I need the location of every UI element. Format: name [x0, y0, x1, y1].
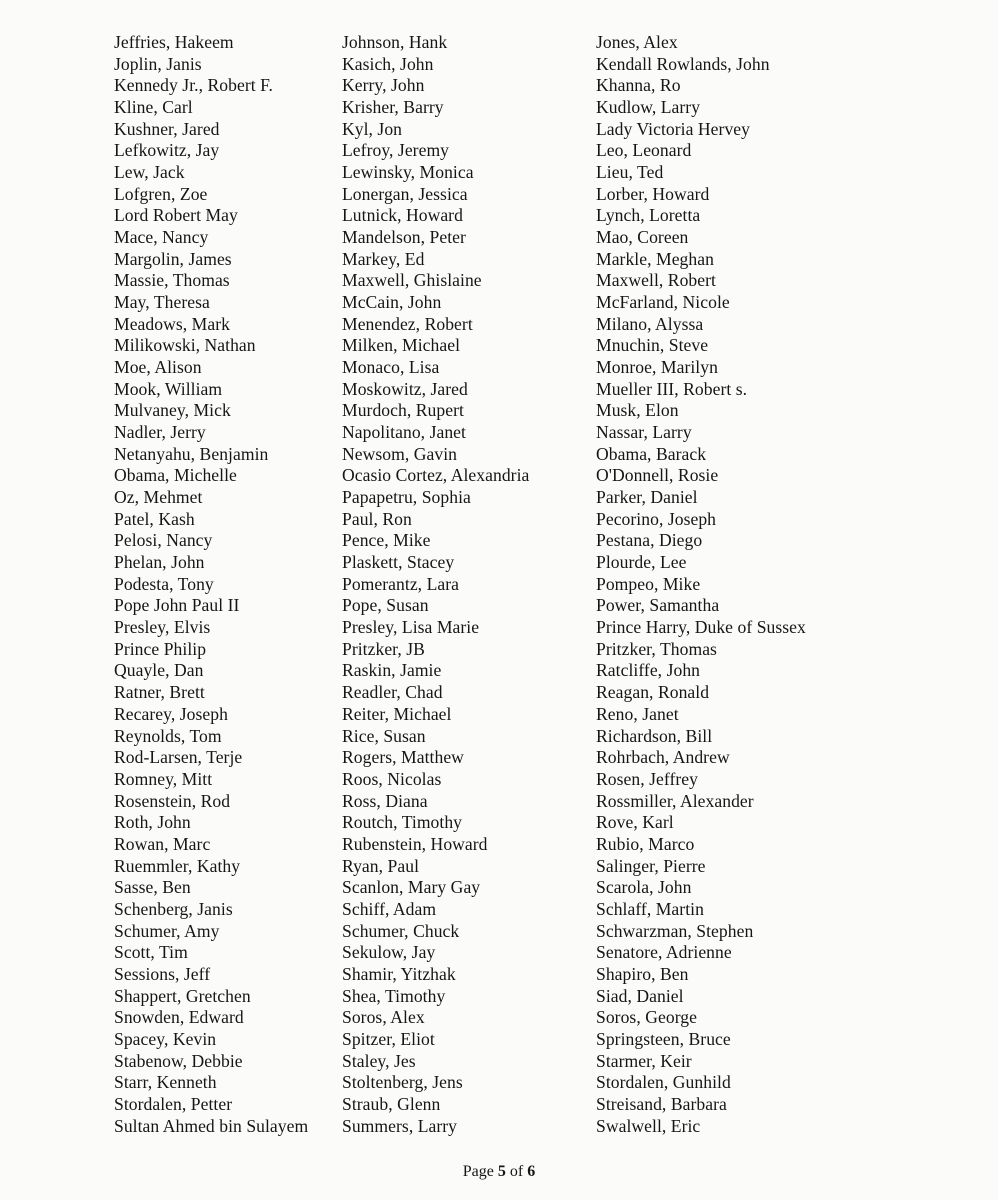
name-entry: Lorber, Howard — [596, 183, 710, 204]
name-entry: Pelosi, Nancy — [114, 530, 213, 551]
name-entry: Lynch, Loretta — [596, 205, 701, 226]
name-entry: Staley, Jes — [342, 1050, 416, 1071]
name-entry: Pope, Susan — [342, 595, 429, 616]
name-entry: Salinger, Pierre — [596, 855, 706, 876]
name-entry: Parker, Daniel — [596, 487, 698, 508]
name-column-3 — [596, 32, 806, 1137]
name-entry: Stordalen, Gunhild — [596, 1072, 731, 1093]
name-entry: Kasich, John — [342, 53, 434, 74]
name-entry: Springsteen, Bruce — [596, 1028, 731, 1049]
name-entry: Spitzer, Eliot — [342, 1028, 435, 1049]
name-entry: Obama, Barack — [596, 443, 707, 464]
name-entry: Podesta, Tony — [114, 573, 214, 594]
name-entry: Rosen, Jeffrey — [596, 768, 699, 789]
name-entry: McCain, John — [342, 292, 442, 313]
name-entry: Phelan, John — [114, 552, 205, 573]
name-entry: Shapiro, Ben — [596, 963, 689, 984]
name-entry: Romney, Mitt — [114, 768, 213, 789]
name-entry: Rohrbach, Andrew — [596, 747, 730, 768]
name-entry: Raskin, Jamie — [342, 660, 442, 681]
name-entry: Kerry, John — [342, 75, 425, 96]
name-entry: Lefkowitz, Jay — [114, 140, 220, 161]
name-entry: Routch, Timothy — [342, 812, 463, 833]
name-entry: Netanyahu, Benjamin — [114, 443, 269, 464]
name-entry: Kushner, Jared — [114, 118, 220, 139]
name-entry: Recarey, Joseph — [114, 703, 228, 724]
name-entry: Mulvaney, Mick — [114, 400, 231, 421]
name-entry: Kudlow, Larry — [596, 97, 701, 118]
name-entry: Joplin, Janis — [114, 53, 202, 74]
name-entry: Kyl, Jon — [342, 118, 403, 139]
name-entry: Mook, William — [114, 378, 223, 399]
name-entry: Lonergan, Jessica — [342, 183, 468, 204]
name-entry: Schiff, Adam — [342, 898, 437, 919]
name-entry: Nassar, Larry — [596, 422, 692, 443]
page-number-current: 5 — [497, 1163, 506, 1180]
name-entry: Maxwell, Ghislaine — [342, 270, 482, 291]
name-entry: Ratcliffe, John — [596, 660, 701, 681]
name-entry: Soros, George — [596, 1007, 697, 1028]
name-entry: Meadows, Mark — [114, 313, 230, 334]
name-column-2 — [342, 32, 529, 1137]
name-entry: Lewinsky, Monica — [342, 162, 474, 183]
name-entry: Quayle, Dan — [114, 660, 204, 681]
name-entry: Stabenow, Debbie — [114, 1050, 243, 1071]
name-entry: Paul, Ron — [342, 508, 412, 529]
name-entry: Mace, Nancy — [114, 227, 209, 248]
name-entry: Scott, Tim — [114, 942, 188, 963]
name-entry: Sessions, Jeff — [114, 963, 211, 984]
name-entry: Lieu, Ted — [596, 162, 664, 183]
name-entry: Reno, Janet — [596, 703, 679, 724]
name-entry: McFarland, Nicole — [596, 292, 730, 313]
name-entry: Power, Samantha — [596, 595, 720, 616]
name-entry: Nadler, Jerry — [114, 422, 206, 443]
name-entry: Milano, Alyssa — [596, 313, 704, 334]
name-entry: Pritzker, Thomas — [596, 638, 717, 659]
name-entry: Kendall Rowlands, John — [596, 53, 770, 74]
name-entry: Snowden, Edward — [114, 1007, 244, 1028]
name-entry: Ratner, Brett — [114, 682, 205, 703]
name-entry: Siad, Daniel — [596, 985, 684, 1006]
name-entry: Rubio, Marco — [596, 833, 695, 854]
name-entry: Senatore, Adrienne — [596, 942, 732, 963]
name-entry: Margolin, James — [114, 248, 232, 269]
name-entry: Mueller III, Robert s. — [596, 378, 748, 399]
name-entry: Pope John Paul II — [114, 595, 240, 616]
name-entry: Reagan, Ronald — [596, 682, 710, 703]
name-entry: Rove, Karl — [596, 812, 674, 833]
name-entry: Rice, Susan — [342, 725, 426, 746]
name-entry: Roos, Nicolas — [342, 768, 442, 789]
name-entry: Starmer, Keir — [596, 1050, 692, 1071]
name-entry: Rowan, Marc — [114, 833, 211, 854]
name-entry: Soros, Alex — [342, 1007, 425, 1028]
name-entry: Pompeo, Mike — [596, 573, 701, 594]
name-entry: Jeffries, Hakeem — [114, 32, 234, 52]
name-entry: Roth, John — [114, 812, 191, 833]
name-entry: Mandelson, Peter — [342, 227, 466, 248]
name-entry: Spacey, Kevin — [114, 1028, 217, 1049]
name-entry: Presley, Elvis — [114, 617, 211, 638]
name-entry: Moskowitz, Jared — [342, 378, 468, 399]
name-entry: Scanlon, Mary Gay — [342, 877, 481, 898]
name-entry: Jones, Alex — [596, 32, 678, 52]
name-entry: Plaskett, Stacey — [342, 552, 455, 573]
page-number-total: 6 — [527, 1163, 536, 1180]
name-entry: Lord Robert May — [114, 205, 238, 226]
name-entry: Rogers, Matthew — [342, 747, 464, 768]
name-entry: Khanna, Ro — [596, 75, 681, 96]
name-entry: Pence, Mike — [342, 530, 431, 551]
name-entry: Obama, Michelle — [114, 465, 237, 486]
name-entry: Pritzker, JB — [342, 638, 425, 659]
name-entry: Lady Victoria Hervey — [596, 118, 750, 139]
name-entry: Ross, Diana — [342, 790, 428, 811]
name-entry: May, Theresa — [114, 292, 210, 313]
name-entry: Schwarzman, Stephen — [596, 920, 754, 941]
name-entry: Presley, Lisa Marie — [342, 617, 480, 638]
name-entry: Leo, Leonard — [596, 140, 692, 161]
name-entry: Schlaff, Martin — [596, 898, 704, 919]
name-entry: Krisher, Barry — [342, 97, 444, 118]
name-entry: Sekulow, Jay — [342, 942, 436, 963]
name-entry: Ruemmler, Kathy — [114, 855, 241, 876]
name-entry: Oz, Mehmet — [114, 487, 203, 508]
name-entry: Richardson, Bill — [596, 725, 713, 746]
name-entry: Shamir, Yitzhak — [342, 963, 456, 984]
name-entry: Markle, Meghan — [596, 248, 714, 269]
name-entry: Massie, Thomas — [114, 270, 230, 291]
name-entry: Pomerantz, Lara — [342, 573, 460, 594]
name-entry: O'Donnell, Rosie — [596, 465, 719, 486]
name-entry: Moe, Alison — [114, 357, 202, 378]
name-entry: Starr, Kenneth — [114, 1072, 217, 1093]
name-entry: Murdoch, Rupert — [342, 400, 464, 421]
name-entry: Lefroy, Jeremy — [342, 140, 450, 161]
name-entry: Schenberg, Janis — [114, 898, 233, 919]
name-entry: Menendez, Robert — [342, 313, 473, 334]
name-entry: Maxwell, Robert — [596, 270, 716, 291]
name-entry: Swalwell, Eric — [596, 1115, 701, 1136]
name-entry: Stordalen, Petter — [114, 1093, 233, 1114]
name-column-1 — [114, 32, 308, 1137]
name-entry: Papapetru, Sophia — [342, 487, 471, 508]
name-entry: Reiter, Michael — [342, 703, 452, 724]
name-entry: Sultan Ahmed bin Sulayem — [114, 1115, 309, 1136]
name-entry: Monroe, Marilyn — [596, 357, 718, 378]
name-entry: Monaco, Lisa — [342, 357, 440, 378]
name-entry: Patel, Kash — [114, 508, 195, 529]
name-entry: Plourde, Lee — [596, 552, 687, 573]
name-entry: Lew, Jack — [114, 162, 185, 183]
name-entry: Ocasio Cortez, Alexandria — [342, 465, 530, 486]
name-entry: Lofgren, Zoe — [114, 183, 208, 204]
name-entry: Sasse, Ben — [114, 877, 191, 898]
name-entry: Reynolds, Tom — [114, 725, 222, 746]
name-entry: Streisand, Barbara — [596, 1093, 727, 1114]
name-entry: Pecorino, Joseph — [596, 508, 717, 529]
name-entry: Newsom, Gavin — [342, 443, 457, 464]
name-entry: Readler, Chad — [342, 682, 443, 703]
name-entry: Lutnick, Howard — [342, 205, 463, 226]
name-entry: Schumer, Amy — [114, 920, 220, 941]
name-entry: Mao, Coreen — [596, 227, 689, 248]
name-entry: Scarola, John — [596, 877, 692, 898]
name-entry: Mnuchin, Steve — [596, 335, 709, 356]
name-entry: Johnson, Hank — [342, 32, 448, 52]
name-entry: Schumer, Chuck — [342, 920, 460, 941]
name-entry: Musk, Elon — [596, 400, 679, 421]
page-label: Page — [462, 1163, 494, 1180]
name-entry: Summers, Larry — [342, 1115, 458, 1136]
name-entry: Stoltenberg, Jens — [342, 1072, 463, 1093]
name-entry: Rossmiller, Alexander — [596, 790, 754, 811]
name-entry: Kline, Carl — [114, 97, 193, 118]
name-entry: Ryan, Paul — [342, 855, 420, 876]
name-entry: Napolitano, Janet — [342, 422, 466, 443]
name-entry: Rod-Larsen, Terje — [114, 747, 243, 768]
page-of-label: of — [509, 1163, 524, 1180]
name-entry: Milikowski, Nathan — [114, 335, 256, 356]
name-entry: Prince Philip — [114, 638, 207, 659]
name-entry: Prince Harry, Duke of Sussex — [596, 617, 806, 638]
name-entry: Rosenstein, Rod — [114, 790, 231, 811]
name-entry: Markey, Ed — [342, 248, 425, 269]
name-entry: Kennedy Jr., Robert F. — [114, 75, 273, 96]
name-entry: Shea, Timothy — [342, 985, 446, 1006]
name-entry: Pestana, Diego — [596, 530, 703, 551]
name-entry: Straub, Glenn — [342, 1093, 441, 1114]
name-entry: Milken, Michael — [342, 335, 461, 356]
name-entry: Rubenstein, Howard — [342, 833, 488, 854]
page-footer — [0, 1162, 998, 1182]
name-entry: Shappert, Gretchen — [114, 985, 251, 1006]
